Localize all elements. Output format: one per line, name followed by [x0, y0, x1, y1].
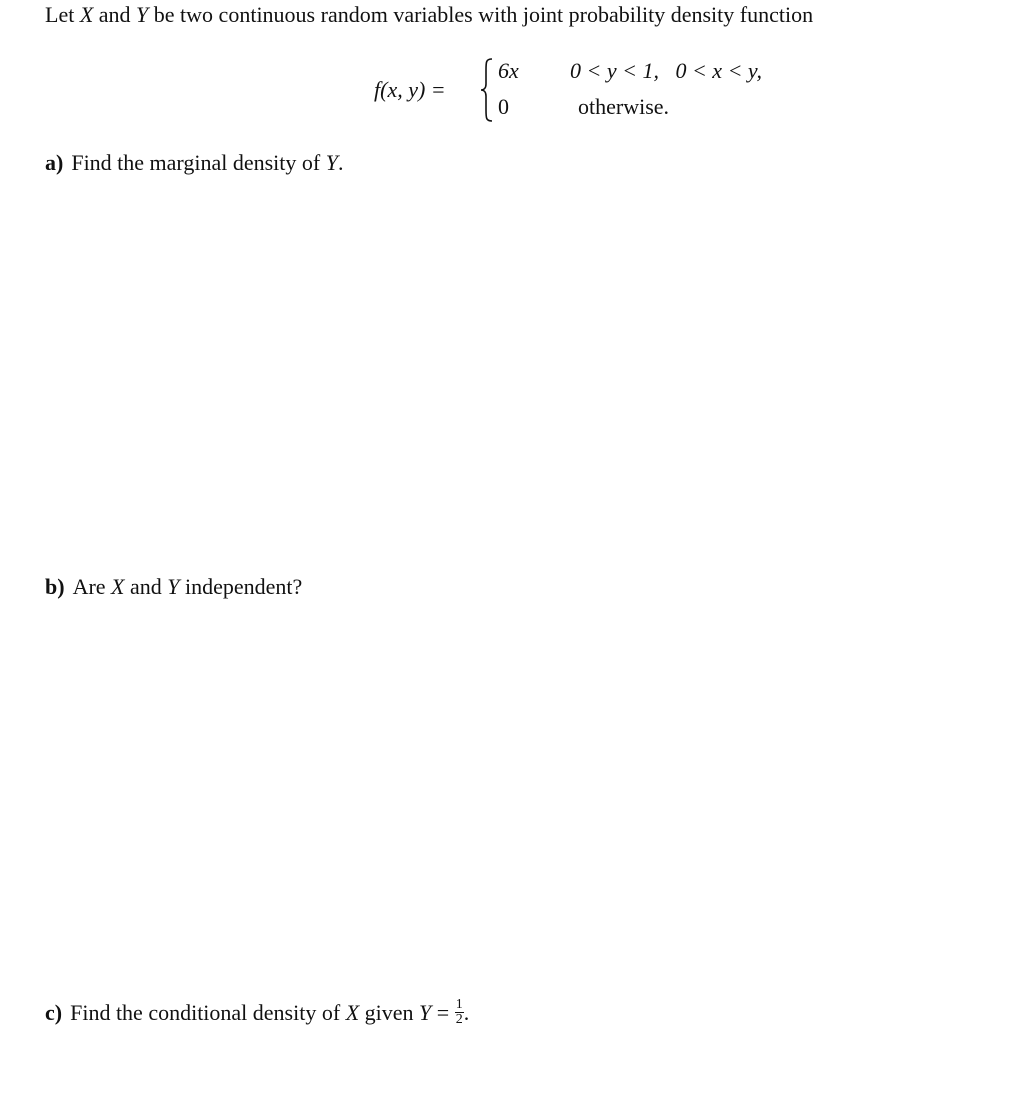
equation-lhs: f(x, y) = [374, 77, 446, 102]
question-b: b) Are X and Y independent? [45, 574, 303, 599]
var-x: X [79, 2, 94, 27]
question-a-label: a) [45, 150, 64, 175]
question-a: a) Find the marginal density of Y. [45, 150, 344, 175]
case1-value: 6x [498, 58, 519, 83]
left-brace [480, 58, 494, 122]
question-c: c) Find the conditional density of X given Y = $\frac{1}{2}$ . [45, 997, 470, 1028]
case1-condition: 0 < y < 1, 0 < x < y, [570, 58, 762, 83]
var-y: Y [136, 2, 149, 27]
fraction-one-half: $\frac{1}{2}$ [455, 997, 463, 1028]
case2-value: 0 [498, 94, 509, 119]
problem-intro: Let X and Y be two continuous random variables with joint probability density function [45, 2, 814, 27]
case2-condition: otherwise. [578, 94, 670, 119]
question-b-label: b) [45, 574, 65, 599]
joint-pdf-equation [374, 54, 834, 128]
question-c-label: c) [45, 1000, 63, 1025]
